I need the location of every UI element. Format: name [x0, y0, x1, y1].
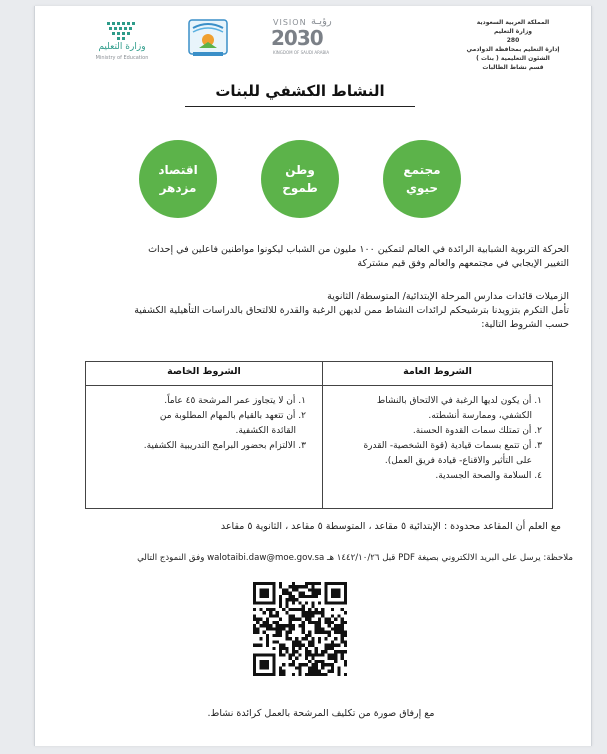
circle-line: اقتصاد	[158, 163, 198, 177]
condition-line: على التأثير والاقناع- قيادة فريق العمل).	[384, 456, 532, 466]
intro-line: التغيير الإيجابي في مجتمعهم والعالم وفق قيم مشتركة	[357, 258, 569, 269]
moe-name-ar: وزارة التعليم	[98, 42, 146, 52]
vision-sub: KINGDOM OF SAUDI ARABIA	[273, 50, 330, 55]
address-line: الزميلات قائدات مدارس المرحلة الإبتدائية/ المتوسطة/ الثانوية	[327, 291, 569, 302]
condition-line: ١. أن يكون لديها الرغبة في الالتحاق بالنشاط	[376, 396, 542, 406]
circle-line: حيوي	[405, 181, 439, 195]
vision-year: 2030	[271, 26, 323, 50]
condition-line: ٣. أن تتمع بسمات قيادية (قوة الشخصية- القدرة	[363, 441, 542, 451]
page-title: النشاط الكشفي للبنات	[215, 82, 385, 100]
vision-2030-logo	[271, 18, 345, 58]
address-paragraph	[49, 290, 569, 332]
condition-line: القائدة الكشفية.	[235, 426, 296, 436]
title-underline	[185, 106, 415, 107]
moe-name-en: Ministry of Education	[95, 55, 149, 61]
condition-line: ٢. أن تتعهد بالقيام بالمهام المطلوبة من	[159, 411, 306, 421]
footer-note: مع إرفاق صورة من تكليف المرشحة بالعمل كرائدة نشاط.	[207, 708, 435, 719]
table-column-divider	[322, 362, 323, 508]
condition-line: ٤. السلامة والصحة الجسدية.	[435, 471, 542, 481]
intro-paragraph	[49, 243, 569, 271]
circle-line: طموح	[282, 181, 318, 195]
condition-line: الكشفي، وممارسة أنشطته.	[428, 411, 532, 421]
ministry-header	[453, 18, 573, 72]
general-conditions-cell	[327, 394, 542, 484]
header-line: المملكة العربية السعودية	[476, 19, 550, 26]
scout-emblem-icon	[185, 18, 231, 60]
special-conditions-header: الشروط الخاصة	[167, 366, 241, 377]
qr-code-icon[interactable]	[253, 582, 347, 676]
header-line: قسم نشاط الطالبات	[482, 64, 544, 71]
conditions-table	[85, 361, 553, 509]
condition-line: ٢. أن تمتلك سمات القدوة الحسنة.	[412, 426, 542, 436]
table-header-divider	[86, 385, 552, 386]
address-line: حسب الشروط التالية:	[481, 319, 569, 330]
condition-line: ٣. الالتزام بحضور البرامج التدريبية الكشفية.	[143, 441, 306, 451]
vision-ar: رؤيـة	[311, 16, 332, 27]
seats-note: مع العلم أن المقاعد محدودة : الإبتدائية ٥ مقاعد ، المتوسطة ٥ مقاعد ، الثانوية ٥ مقاعد	[220, 521, 561, 532]
circle-thriving-economy	[139, 140, 217, 218]
email-note: ملاحظة: يرسل على البريد الالكتروني بصيغة PDF قبل ١٤٤٢/١٠/٢٦ هـ walotaibi.daw@moe.gov.sa وفق النموذج التالي	[137, 553, 573, 563]
circle-line: مجتمع	[403, 163, 441, 177]
circle-vibrant-society	[383, 140, 461, 218]
header-line: الشئون التعليمية ( بنات )	[476, 55, 550, 62]
address-line: تأمل التكرم بتزويدنا بترشيحكم لرائدات النشاط ممن لديهن الرغبة والقدرة للالتحاق بالدراسات التأهيلية الكشفية	[134, 305, 569, 316]
moe-logo-icon	[87, 20, 157, 42]
circle-line: وطن	[285, 163, 315, 177]
special-conditions-cell	[88, 394, 306, 454]
document-page	[34, 6, 592, 746]
circle-line: مزدهر	[159, 181, 197, 195]
vision-word: VISION	[273, 18, 307, 27]
header-line: إدارة التعليم بمحافظة الدوادمي	[466, 46, 560, 53]
header-line: وزارة التعليم	[493, 28, 533, 35]
general-conditions-header: الشروط العامة	[403, 366, 472, 377]
intro-line: الحركة التربوية الشبابية الرائدة في العالم لتمكين ١٠٠ مليون من الشباب ليكونوا مواطنين فاعلين في إحداث	[148, 244, 569, 255]
condition-line: ١. أن لا يتجاوز عمر المرشحة ٤٥ عاماً.	[164, 396, 306, 406]
moe-logo	[87, 20, 157, 64]
circle-ambitious-nation	[261, 140, 339, 218]
header-line: 280	[506, 37, 520, 44]
